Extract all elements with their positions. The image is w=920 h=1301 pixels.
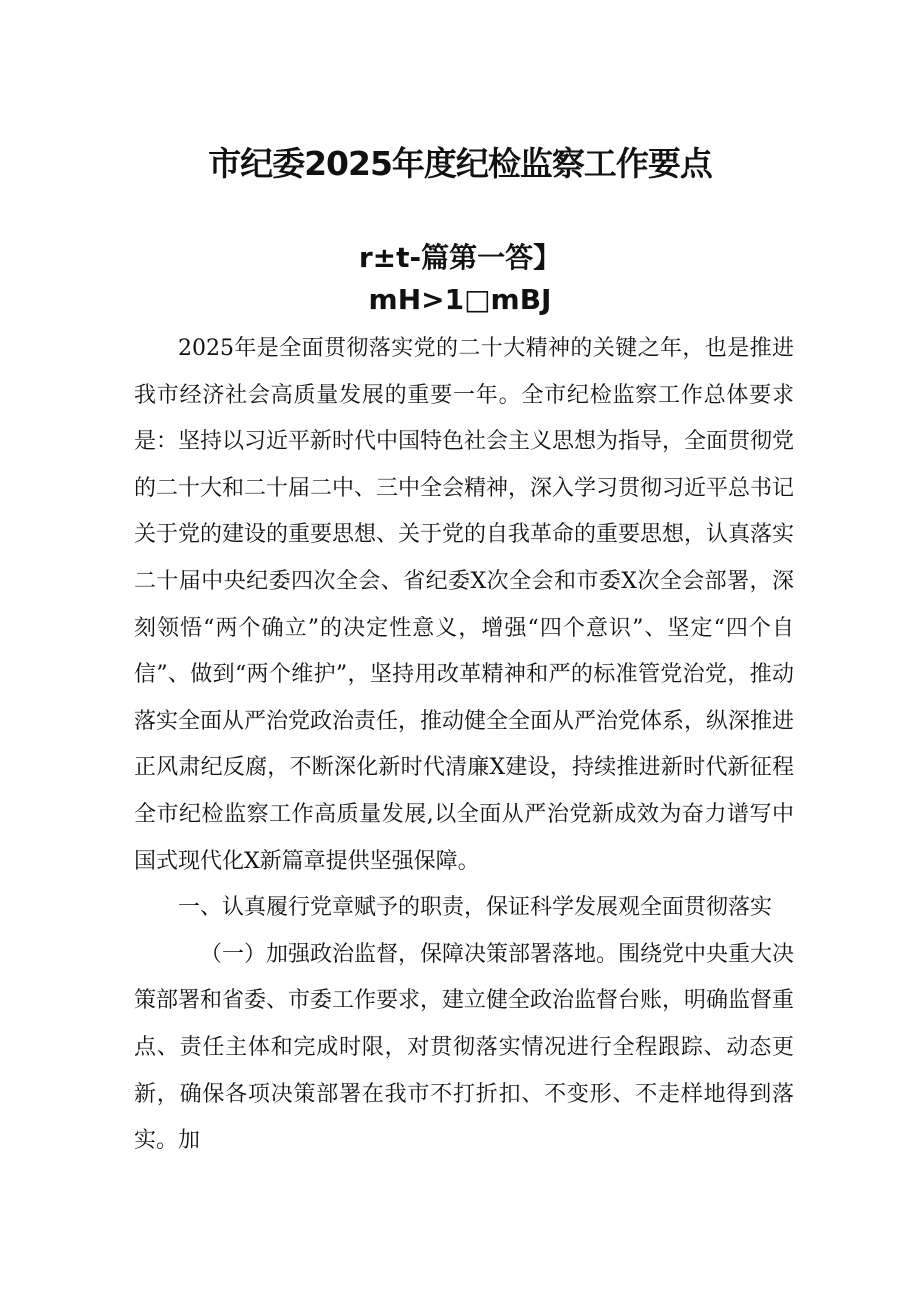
subsection-paragraph: （一）加强政治监督，保障决策部署落地。围绕党中央重大决策部署和省委、市委工作要求，建立健全政治监督台账，明确监督重点、责任主体和完成时限，对贯彻落实情况进行全程跟踪、动态更新，确保各项决策部署在我市不打折扣、不变形、不走样地得到落实。加	[134, 941, 795, 1154]
document-subtitle-line1: r±t-篇第一答】	[358, 241, 562, 274]
intro-paragraph: 2025年是全面贯彻落实党的二十大精神的关键之年，也是推进我市经济社会高质量发展的重要一年。全市纪检监察工作总体要求是：坚持以习近平新时代中国特色社会主义思想为指导，全面贯彻党的二十大和二十届二中、三中全会精神，深入学习贯彻习近平总书记关于党的建设的重要思想、关于党的自我革命的重要思想，认真落实二十届中央纪委四次全会、省纪委X次全会和市委X次全会部署，深刻领悟“两个确立”的决定性意义，增强“四个意识”、坚定“四个自信”、做到“两个维护”，坚持用改革精神和严的标准管党治党，推动落实全面从严治党政治责任，推动健全全面从严治党体系，纵深推进正风肃纪反腐，不断深化新时代清廉X建设，持续推进新时代新征程全市纪检监察工作高质量发展,以全面从严治党新成效为奋力谱写中国式现代化X新篇章提供坚强保障。	[134, 336, 795, 874]
section-heading: 一、认真履行党章赋予的职责，保证科学发展观全面贯彻落实	[178, 895, 773, 921]
document-subtitle-line2: mH>1□mBJ	[368, 283, 552, 316]
document-title: 市纪委2025年度纪检监察工作要点	[208, 144, 712, 183]
document-body	[134, 326, 794, 1165]
